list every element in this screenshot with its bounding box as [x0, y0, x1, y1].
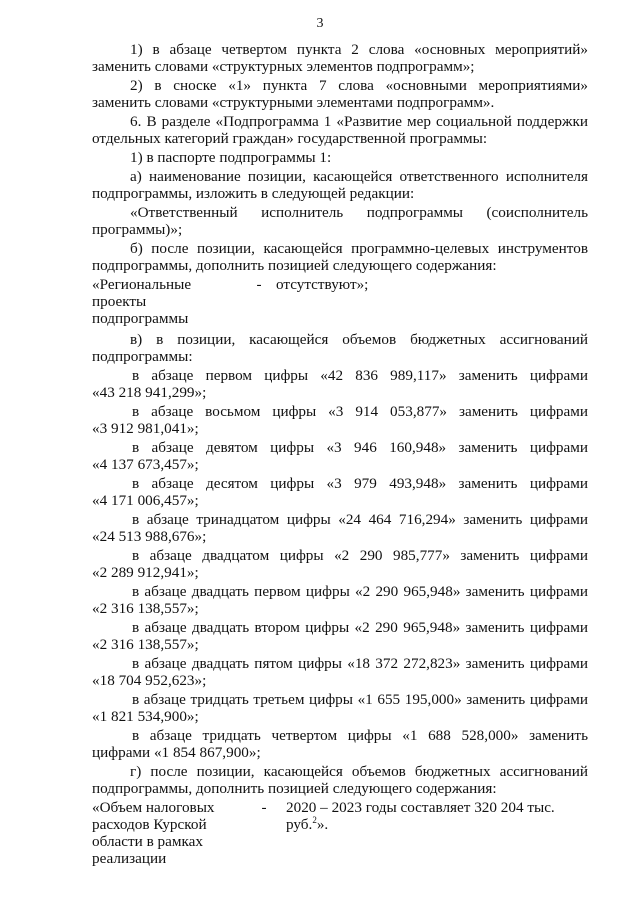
insert-g-value: 2020 – 2023 годы составляет 320 204 тыс. руб.$^2$».	[286, 799, 555, 833]
amendment-item: в абзаце тринадцатом цифры «24 464 716,294» заменить цифрами «24 513 988,676»;	[92, 511, 588, 545]
paragraph-7: б) после позиции, касающейся программно-целевых инструментов подпрограммы, дополнить позицией следующего содержания:	[92, 240, 588, 274]
paragraph-1: 1) в абзаце четвертом пункта 2 слова «основных мероприятий» заменить словами «структурных элементов подпрограмм»;	[92, 41, 588, 75]
insert-regional-projects	[92, 276, 588, 329]
amendment-item: в абзаце двадцатом цифры «2 290 985,777» заменить цифрами «2 289 912,941»;	[92, 547, 588, 581]
amendment-item: в абзаце двадцать первом цифры «2 290 965,948» заменить цифрами «2 316 138,557»;	[92, 583, 588, 617]
amendment-item: в абзаце первом цифры «42 836 989,117» заменить цифрами «43 218 941,299»;	[92, 367, 588, 401]
amendment-item: в абзаце тридцать четвертом цифры «1 688 528,000» заменить цифрами «1 854 867,900»;	[92, 727, 588, 761]
insert-b-value: отсутствуют»;	[276, 276, 369, 293]
insert-tax-expenditures	[92, 799, 588, 869]
insert-b-dash: -	[256, 276, 262, 293]
paragraph-6: «Ответственный исполнитель подпрограммы (соисполнитель программы)»;	[92, 204, 588, 238]
page-number: 3	[316, 16, 324, 31]
paragraph-5: а) наименование позиции, касающейся ответственного исполнителя подпрограммы, изложить в следующей редакции:	[92, 168, 588, 202]
paragraph-4: 1) в паспорте подпрограммы 1:	[130, 149, 332, 166]
amendment-item: в абзаце десятом цифры «3 979 493,948» заменить цифрами «4 171 006,457»;	[92, 475, 588, 509]
paragraph-9: г) после позиции, касающейся объемов бюджетных ассигнований подпрограммы, дополнить позицией следующего содержания:	[92, 763, 588, 797]
paragraph-8: в) в позиции, касающейся объемов бюджетных ассигнований подпрограммы:	[92, 331, 588, 365]
insert-g-dash: -	[261, 799, 267, 816]
insert-b-label: «Региональные проекты подпрограммы	[92, 276, 192, 327]
paragraph-2: 2) в сноске «1» пункта 7 слова «основными мероприятиями» заменить словами «структурными элементами подпрограмм».	[92, 77, 588, 111]
amendment-item: в абзаце восьмом цифры «3 914 053,877» заменить цифрами «3 912 981,041»;	[92, 403, 588, 437]
amendment-list	[92, 367, 588, 761]
amendment-item: в абзаце двадцать пятом цифры «18 372 272,823» заменить цифрами «18 704 952,623»;	[92, 655, 588, 689]
amendment-item: в абзаце двадцать втором цифры «2 290 965,948» заменить цифрами «2 316 138,557»;	[92, 619, 588, 653]
document-body	[92, 41, 588, 871]
amendment-item: в абзаце тридцать третьем цифры «1 655 195,000» заменить цифрами «1 821 534,900»;	[92, 691, 588, 725]
insert-g-label: «Объем налоговых расходов Курской области в рамках реализации	[92, 799, 215, 867]
paragraph-3: 6. В разделе «Подпрограмма 1 «Развитие мер социальной поддержки отдельных категорий граждан» государственной программы:	[92, 113, 588, 147]
amendment-item: в абзаце девятом цифры «3 946 160,948» заменить цифрами «4 137 673,457»;	[92, 439, 588, 473]
footnote-marker: 2	[312, 814, 317, 825]
